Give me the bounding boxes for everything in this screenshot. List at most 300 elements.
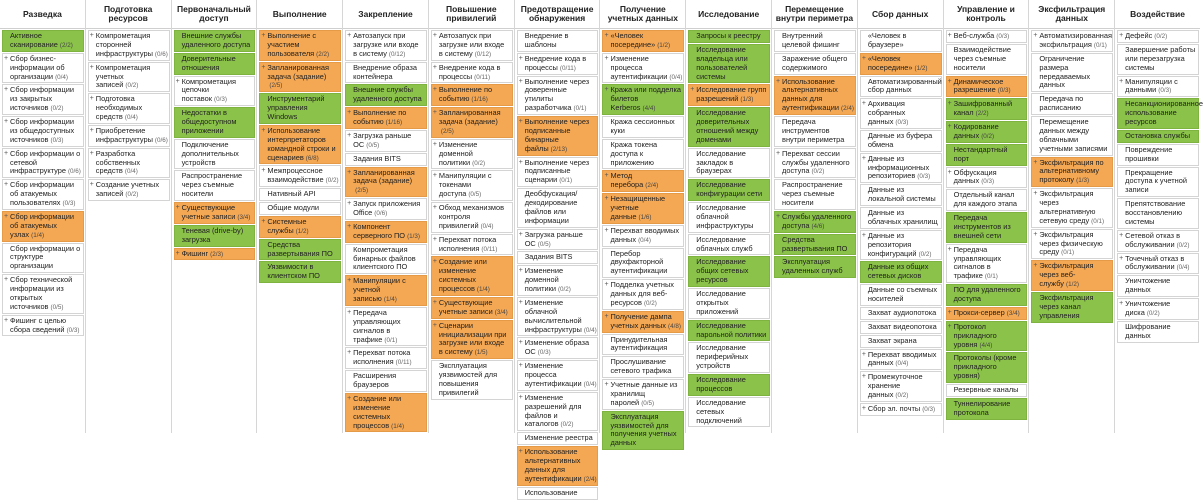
technique-cell[interactable] (1117, 253, 1199, 275)
technique-cell[interactable] (602, 411, 684, 451)
technique-cell[interactable] (688, 288, 770, 319)
technique-cell[interactable] (1117, 275, 1199, 297)
technique-cell[interactable] (946, 212, 1028, 243)
expand-plus-icon[interactable]: + (347, 277, 352, 285)
technique-cell[interactable] (259, 125, 341, 165)
expand-plus-icon[interactable]: + (432, 63, 437, 71)
expand-plus-icon[interactable]: + (518, 298, 523, 306)
expand-plus-icon[interactable]: + (347, 394, 352, 402)
technique-cell[interactable] (2, 53, 84, 84)
tactic-column (86, 0, 172, 433)
technique-cell[interactable] (431, 360, 513, 400)
expand-plus-icon[interactable]: + (947, 245, 952, 253)
technique-cell[interactable] (1031, 157, 1113, 188)
expand-plus-icon[interactable]: + (861, 404, 866, 412)
tactic-column (944, 0, 1030, 433)
technique-cell[interactable] (1117, 321, 1199, 343)
subtechnique-count: (0/3) (537, 349, 551, 357)
expand-plus-icon[interactable]: + (4, 118, 9, 125)
technique-label: Данные из репозитория конфигураций (867, 230, 917, 258)
expand-plus-icon[interactable]: + (432, 109, 437, 117)
subtechnique-count: (0/2) (811, 168, 825, 176)
subtechnique-count: (1/2) (1065, 281, 1079, 288)
expand-plus-icon[interactable]: + (604, 86, 609, 94)
technique-cell[interactable] (1031, 30, 1113, 52)
technique-cell[interactable] (774, 76, 856, 116)
technique-cell[interactable] (602, 84, 684, 115)
technique-cell[interactable] (774, 211, 856, 233)
technique-cell[interactable] (602, 279, 684, 310)
technique-cell[interactable] (345, 393, 427, 433)
expand-plus-icon[interactable]: + (1033, 32, 1038, 39)
technique-cell[interactable] (517, 116, 599, 156)
expand-plus-icon[interactable]: + (518, 339, 523, 347)
technique-cell[interactable] (860, 30, 942, 52)
technique-cell[interactable] (1031, 93, 1113, 115)
tactic-header[interactable]: Сбор данных (858, 0, 943, 29)
expand-plus-icon[interactable]: + (432, 32, 437, 39)
expand-plus-icon[interactable]: + (4, 86, 9, 94)
expand-plus-icon[interactable]: + (1033, 230, 1038, 238)
expand-plus-icon[interactable]: + (432, 204, 437, 211)
technique-cell[interactable] (860, 207, 942, 229)
technique-cell[interactable] (1117, 30, 1199, 43)
technique-cell[interactable] (345, 130, 427, 152)
technique-cell[interactable] (860, 261, 942, 283)
expand-plus-icon[interactable]: + (89, 32, 94, 39)
subtechnique-count: (0/1) (573, 105, 587, 113)
expand-plus-icon[interactable]: + (604, 281, 609, 289)
expand-plus-icon[interactable]: + (4, 149, 9, 157)
technique-cell[interactable] (946, 307, 1028, 320)
technique-cell[interactable] (688, 84, 770, 106)
expand-plus-icon[interactable]: + (776, 77, 781, 85)
technique-cell[interactable] (774, 179, 856, 210)
technique-label: Использование интерпретаторов командной строки и сценариев (267, 125, 336, 162)
technique-cell[interactable] (860, 403, 942, 416)
expand-plus-icon[interactable]: + (347, 168, 352, 176)
tactic-header[interactable]: Эксфильтрация данных (1029, 0, 1114, 29)
technique-cell[interactable] (860, 307, 942, 320)
technique-cell[interactable] (259, 261, 341, 283)
expand-plus-icon[interactable]: + (1119, 300, 1124, 307)
technique-cell[interactable] (774, 234, 856, 256)
technique-cell[interactable] (2, 274, 84, 314)
technique-cell[interactable] (602, 356, 684, 378)
technique-cell[interactable] (259, 216, 341, 238)
technique-label: Принудительная аутентификация (610, 334, 668, 353)
technique-cell[interactable] (431, 62, 513, 84)
expand-plus-icon[interactable]: + (604, 381, 609, 388)
expand-plus-icon[interactable]: + (347, 308, 352, 316)
expand-plus-icon[interactable]: + (89, 126, 94, 134)
technique-cell[interactable] (174, 248, 256, 261)
technique-cell[interactable] (602, 248, 684, 279)
technique-cell[interactable] (1031, 188, 1113, 228)
technique-cell[interactable] (688, 234, 770, 256)
technique-cell[interactable] (946, 352, 1028, 383)
technique-cell[interactable] (345, 62, 427, 84)
expand-plus-icon[interactable]: + (947, 32, 952, 39)
expand-plus-icon[interactable]: + (518, 448, 523, 456)
technique-cell[interactable] (88, 179, 170, 201)
technique-cell[interactable] (517, 487, 599, 500)
tactic-header[interactable]: Получение учетных данных (600, 0, 685, 29)
expand-plus-icon[interactable]: + (347, 200, 352, 208)
tactic-header[interactable]: Воздействие (1115, 0, 1200, 29)
expand-plus-icon[interactable]: + (347, 32, 352, 39)
technique-cell[interactable] (2, 243, 84, 274)
technique-cell[interactable] (345, 84, 427, 106)
technique-cell[interactable] (259, 239, 341, 261)
technique-cell[interactable] (860, 349, 942, 371)
technique-cell[interactable] (946, 398, 1028, 420)
technique-cell[interactable] (517, 76, 599, 116)
technique-cell[interactable] (517, 30, 599, 52)
technique-cell[interactable] (774, 30, 856, 52)
technique-cell[interactable] (946, 30, 1028, 43)
technique-cell[interactable] (174, 30, 256, 52)
technique-cell[interactable] (946, 167, 1028, 189)
technique-cell[interactable] (602, 170, 684, 192)
technique-cell[interactable] (259, 93, 341, 124)
technique-cell[interactable] (1117, 144, 1199, 166)
tactic-header[interactable]: Повышение привилегий (429, 0, 514, 29)
technique-cell[interactable] (860, 335, 942, 348)
expand-plus-icon[interactable]: + (604, 226, 609, 234)
technique-cell[interactable] (431, 30, 513, 61)
expand-plus-icon[interactable]: + (175, 204, 180, 211)
technique-cell[interactable] (88, 93, 170, 124)
expand-plus-icon[interactable]: + (604, 32, 609, 39)
expand-plus-icon[interactable]: + (89, 149, 94, 157)
technique-cell[interactable] (517, 446, 599, 486)
expand-plus-icon[interactable]: + (690, 86, 695, 94)
technique-cell[interactable] (345, 153, 427, 166)
expand-plus-icon[interactable]: + (261, 32, 266, 39)
expand-plus-icon[interactable]: + (604, 195, 609, 203)
technique-cell[interactable] (860, 53, 942, 75)
technique-cell[interactable] (860, 98, 942, 129)
expand-plus-icon[interactable]: + (89, 181, 94, 189)
technique-label: Протоколы (кроме прикладного уровня) (953, 353, 1017, 381)
technique-cell[interactable] (517, 360, 599, 391)
expand-plus-icon[interactable]: + (1033, 262, 1038, 270)
expand-plus-icon[interactable]: + (347, 349, 352, 357)
technique-label: Сетевой отказ в обслуживании (1125, 230, 1181, 249)
expand-plus-icon[interactable]: + (261, 63, 266, 71)
technique-cell[interactable] (517, 188, 599, 228)
expand-plus-icon[interactable]: + (518, 393, 523, 401)
expand-plus-icon[interactable]: + (261, 217, 266, 225)
expand-plus-icon[interactable]: + (4, 54, 9, 62)
expand-plus-icon[interactable]: + (776, 212, 781, 220)
technique-cell[interactable] (1031, 260, 1113, 291)
technique-cell[interactable] (774, 116, 856, 147)
technique-cell[interactable] (860, 153, 942, 184)
expand-plus-icon[interactable]: + (604, 312, 609, 320)
expand-plus-icon[interactable]: + (4, 181, 9, 189)
technique-cell[interactable] (431, 256, 513, 296)
technique-cell[interactable] (946, 144, 1028, 166)
technique-cell[interactable] (688, 374, 770, 396)
tactic-header[interactable]: Подготовка ресурсов (86, 0, 171, 29)
technique-cell[interactable] (602, 225, 684, 247)
expand-plus-icon[interactable]: + (518, 77, 523, 85)
expand-plus-icon[interactable]: + (432, 172, 437, 180)
tactic-header[interactable]: Закрепление (343, 0, 428, 29)
expand-plus-icon[interactable]: + (604, 54, 609, 62)
technique-cell[interactable] (345, 244, 427, 275)
technique-cell[interactable] (174, 225, 256, 247)
expand-plus-icon[interactable]: + (4, 212, 9, 220)
technique-cell[interactable] (517, 229, 599, 251)
subtechnique-count: (0/4) (583, 380, 597, 388)
technique-cell[interactable] (517, 392, 599, 432)
technique-cell[interactable] (345, 370, 427, 392)
expand-plus-icon[interactable]: + (432, 86, 437, 94)
technique-cell[interactable] (688, 107, 770, 147)
technique-cell[interactable] (259, 165, 341, 187)
expand-plus-icon[interactable]: + (432, 258, 437, 266)
expand-plus-icon[interactable]: + (518, 158, 523, 166)
technique-cell[interactable] (774, 148, 856, 179)
expand-plus-icon[interactable]: + (175, 249, 180, 257)
technique-cell[interactable] (345, 198, 427, 220)
technique-label: Создание или изменение системных процессов (438, 257, 487, 293)
technique-cell[interactable] (88, 62, 170, 93)
technique-cell[interactable] (431, 170, 513, 201)
technique-label: Туннелирование протокола (953, 398, 1011, 417)
expand-plus-icon[interactable]: + (1119, 32, 1124, 39)
expand-plus-icon[interactable]: + (947, 308, 952, 316)
technique-cell[interactable] (517, 337, 599, 359)
technique-cell[interactable] (602, 139, 684, 170)
expand-plus-icon[interactable]: + (518, 118, 523, 125)
technique-label: Данные из буфера обмена (867, 130, 933, 149)
technique-cell[interactable] (946, 76, 1028, 98)
technique-cell[interactable] (1031, 292, 1113, 323)
expand-plus-icon[interactable]: + (175, 77, 180, 85)
technique-cell[interactable] (774, 256, 856, 278)
expand-plus-icon[interactable]: + (1033, 158, 1038, 166)
expand-plus-icon[interactable]: + (4, 276, 9, 284)
expand-plus-icon[interactable]: + (432, 235, 437, 243)
subtechnique-count: (0/11) (559, 64, 576, 72)
technique-label: «Человек посередине» (867, 53, 913, 72)
technique-cell[interactable] (688, 44, 770, 84)
expand-plus-icon[interactable]: + (432, 298, 437, 306)
technique-cell[interactable] (174, 202, 256, 224)
technique-cell[interactable] (88, 30, 170, 61)
expand-plus-icon[interactable]: + (347, 131, 352, 139)
technique-cell[interactable] (688, 397, 770, 428)
subtechnique-count: (1/6) (638, 213, 652, 221)
technique-cell[interactable] (259, 188, 341, 201)
technique-cell[interactable] (2, 211, 84, 242)
technique-cell[interactable] (517, 53, 599, 75)
expand-plus-icon[interactable]: + (261, 126, 266, 134)
technique-cell[interactable] (602, 193, 684, 224)
technique-cell[interactable] (860, 230, 942, 261)
technique-cell[interactable] (602, 311, 684, 333)
technique-cell[interactable] (946, 98, 1028, 120)
expand-plus-icon[interactable]: + (776, 149, 781, 157)
technique-cell[interactable] (517, 265, 599, 296)
technique-cell[interactable] (2, 116, 84, 147)
expand-plus-icon[interactable]: + (861, 373, 866, 381)
tactic-header[interactable]: Исследование (686, 0, 771, 29)
expand-plus-icon[interactable]: + (947, 322, 952, 330)
expand-plus-icon[interactable]: + (947, 77, 952, 85)
subtechnique-count: (1/3) (740, 96, 754, 104)
expand-plus-icon[interactable]: + (861, 350, 866, 358)
expand-plus-icon[interactable]: + (947, 100, 952, 108)
technique-cell[interactable] (1117, 130, 1199, 143)
technique-cell[interactable] (946, 189, 1028, 211)
expand-plus-icon[interactable]: + (1033, 190, 1038, 198)
technique-cell[interactable] (946, 121, 1028, 143)
expand-plus-icon[interactable]: + (604, 172, 609, 180)
expand-plus-icon[interactable]: + (861, 54, 866, 62)
technique-cell[interactable] (688, 320, 770, 342)
technique-cell[interactable] (174, 170, 256, 201)
technique-cell[interactable] (88, 125, 170, 147)
technique-cell[interactable] (431, 139, 513, 170)
technique-label: Автоматизированная эксфильтрация (1039, 31, 1112, 49)
technique-cell[interactable] (88, 148, 170, 179)
technique-cell[interactable] (2, 179, 84, 210)
technique-cell[interactable] (345, 307, 427, 347)
expand-plus-icon[interactable]: + (518, 230, 523, 238)
technique-cell[interactable] (946, 284, 1028, 306)
technique-cell[interactable] (345, 107, 427, 129)
tactic-header[interactable]: Первоначальный доступ (172, 0, 257, 29)
technique-cell[interactable] (517, 297, 599, 337)
expand-plus-icon[interactable]: + (432, 140, 437, 148)
technique-cell[interactable] (860, 130, 942, 152)
technique-cell[interactable] (688, 179, 770, 201)
technique-cell[interactable] (688, 256, 770, 287)
expand-plus-icon[interactable]: + (89, 95, 94, 103)
technique-cell[interactable] (602, 334, 684, 356)
expand-plus-icon[interactable]: + (89, 63, 94, 71)
expand-plus-icon[interactable]: + (861, 231, 866, 239)
technique-cell[interactable] (946, 321, 1028, 352)
technique-cell[interactable] (431, 234, 513, 256)
expand-plus-icon[interactable]: + (1119, 231, 1124, 239)
technique-cell[interactable] (1117, 230, 1199, 252)
tactic-header[interactable]: Выполнение (257, 0, 342, 29)
technique-cell[interactable] (860, 371, 942, 402)
technique-cell[interactable] (431, 107, 513, 138)
expand-plus-icon[interactable]: + (947, 168, 952, 176)
technique-cell[interactable] (174, 53, 256, 75)
technique-cell[interactable] (860, 184, 942, 206)
expand-plus-icon[interactable]: + (347, 222, 352, 230)
technique-cell[interactable] (431, 320, 513, 360)
technique-cell[interactable] (1031, 116, 1113, 156)
technique-cell[interactable] (174, 107, 256, 138)
technique-cell[interactable] (1117, 198, 1199, 229)
technique-cell[interactable] (1031, 229, 1113, 260)
technique-cell[interactable] (174, 76, 256, 107)
technique-cell[interactable] (345, 347, 427, 369)
technique-cell[interactable] (688, 30, 770, 43)
technique-cell[interactable] (1117, 298, 1199, 320)
technique-cell[interactable] (774, 53, 856, 75)
technique-cell[interactable] (688, 202, 770, 233)
technique-cell[interactable] (860, 284, 942, 306)
technique-cell[interactable] (1117, 76, 1199, 98)
expand-plus-icon[interactable]: + (1119, 77, 1124, 85)
technique-cell[interactable] (517, 432, 599, 445)
technique-cell[interactable] (2, 315, 84, 337)
technique-cell[interactable] (345, 275, 427, 306)
expand-plus-icon[interactable]: + (432, 321, 437, 329)
technique-cell[interactable] (517, 157, 599, 188)
technique-cell[interactable] (2, 148, 84, 179)
expand-plus-icon[interactable]: + (861, 154, 866, 162)
expand-plus-icon[interactable]: + (518, 267, 523, 275)
technique-cell[interactable] (688, 342, 770, 373)
technique-cell[interactable] (345, 221, 427, 243)
expand-plus-icon[interactable]: + (261, 167, 266, 175)
technique-cell[interactable] (259, 30, 341, 61)
tactic-header[interactable]: Разведка (0, 0, 85, 29)
expand-plus-icon[interactable]: + (861, 100, 866, 108)
technique-cell[interactable] (946, 44, 1028, 75)
technique-cell[interactable] (602, 53, 684, 84)
tactic-header[interactable]: Предотвращение обнаружения (515, 0, 600, 29)
technique-cell[interactable] (1117, 98, 1203, 129)
technique-cell[interactable] (688, 148, 770, 179)
technique-cell[interactable] (174, 139, 256, 170)
technique-cell[interactable] (259, 202, 341, 215)
technique-cell[interactable] (602, 116, 684, 138)
technique-cell[interactable] (2, 30, 84, 52)
technique-cell[interactable] (345, 30, 427, 61)
technique-cell[interactable] (860, 321, 942, 334)
technique-cell[interactable] (946, 244, 1028, 284)
technique-label: Шифрование данных (1125, 321, 1171, 340)
expand-plus-icon[interactable]: + (518, 54, 523, 62)
technique-cell[interactable] (345, 167, 427, 198)
technique-cell[interactable] (860, 76, 942, 98)
technique-cell[interactable] (1117, 44, 1199, 75)
technique-cell[interactable] (602, 379, 684, 410)
expand-plus-icon[interactable]: + (947, 123, 952, 130)
technique-cell[interactable] (1031, 53, 1113, 93)
expand-plus-icon[interactable]: + (347, 109, 352, 117)
technique-cell[interactable] (259, 62, 341, 93)
technique-label: Системные службы (267, 216, 307, 235)
technique-cell[interactable] (431, 202, 513, 233)
subtechnique-count: (6/8) (305, 154, 319, 162)
technique-cell[interactable] (431, 84, 513, 106)
expand-plus-icon[interactable]: + (1119, 254, 1124, 262)
expand-plus-icon[interactable]: + (4, 316, 9, 324)
technique-cell[interactable] (1117, 167, 1199, 198)
technique-cell[interactable] (2, 84, 84, 115)
technique-cell[interactable] (431, 297, 513, 319)
tactic-header[interactable]: Управление и контроль (944, 0, 1029, 29)
expand-plus-icon[interactable]: + (518, 362, 523, 370)
tactic-header[interactable]: Перемещение внутри периметра (772, 0, 857, 29)
technique-cell[interactable] (517, 251, 599, 264)
technique-cell[interactable] (946, 384, 1028, 397)
technique-cell[interactable] (602, 30, 684, 52)
